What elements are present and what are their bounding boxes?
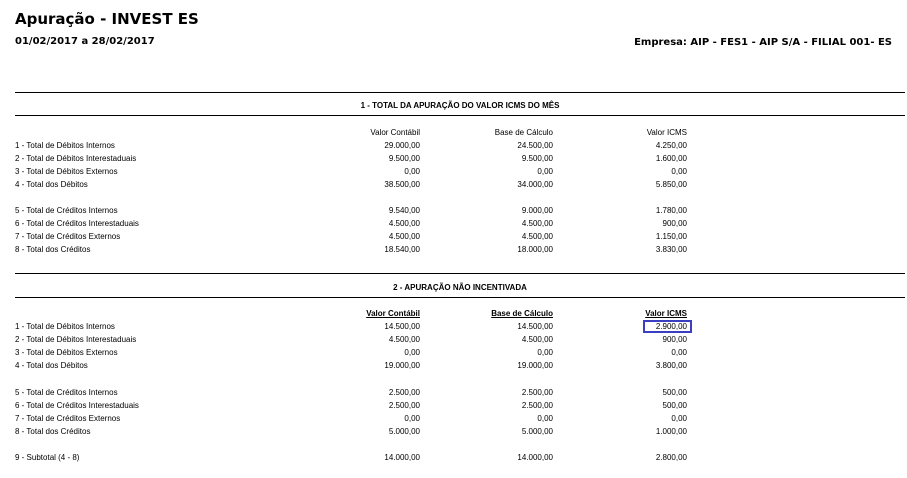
- valor-contabil-cell: 5.000,00: [388, 427, 420, 436]
- section-1-row: [0, 245, 907, 257]
- row-label: 2 - Total de Débitos Interestaduais: [15, 335, 137, 344]
- section-2-header-valor-icms: Valor ICMS: [645, 309, 687, 318]
- section-2-title: 2 - APURAÇÃO NÃO INCENTIVADA: [393, 283, 527, 292]
- base-calculo-cell: 24.500,00: [517, 141, 553, 150]
- base-calculo-cell: 2.500,00: [521, 388, 553, 397]
- section-2-bottom-rule: [15, 297, 905, 298]
- valor-icms-cell: 2.800,00: [655, 453, 687, 462]
- section-2-row-subtotal: [0, 453, 907, 465]
- valor-contabil-cell: 0,00: [404, 348, 420, 357]
- valor-icms-cell: 1.150,00: [655, 232, 687, 241]
- section-1-row: [0, 206, 907, 218]
- valor-icms-cell: 3.830,00: [655, 245, 687, 254]
- valor-icms-cell: 1.600,00: [655, 154, 687, 163]
- valor-icms-cell: 5.850,00: [655, 180, 687, 189]
- base-calculo-cell: 0,00: [537, 414, 553, 423]
- section-1-title: 1 - TOTAL DA APURAÇÃO DO VALOR ICMS DO MÊS: [360, 101, 560, 110]
- base-calculo-cell: 9.000,00: [521, 206, 553, 215]
- valor-contabil-cell: 4.500,00: [388, 232, 420, 241]
- row-label: 4 - Total dos Débitos: [15, 361, 88, 370]
- section-1-top-rule: [15, 92, 905, 93]
- section-2-row: [0, 401, 907, 413]
- valor-icms-cell: 900,00: [662, 335, 687, 344]
- base-calculo-cell: 14.500,00: [517, 322, 553, 331]
- valor-icms-cell: 500,00: [662, 401, 687, 410]
- valor-contabil-cell: 18.540,00: [384, 245, 420, 254]
- base-calculo-cell: 18.000,00: [517, 245, 553, 254]
- valor-contabil-cell: 9.540,00: [388, 206, 420, 215]
- highlight-box: [643, 320, 692, 333]
- base-calculo-cell: 34.000,00: [517, 180, 553, 189]
- section-2-top-rule: [15, 273, 905, 274]
- valor-contabil-cell: 2.500,00: [388, 401, 420, 410]
- section-2-row: [0, 335, 907, 347]
- base-calculo-cell: 9.500,00: [521, 154, 553, 163]
- valor-contabil-cell: 14.000,00: [384, 453, 420, 462]
- valor-contabil-cell: 4.500,00: [388, 335, 420, 344]
- section-1-header-valor-contabil: Valor Contábil: [370, 128, 420, 137]
- section-2-row: [0, 388, 907, 400]
- valor-icms-cell: 0,00: [671, 414, 687, 423]
- valor-icms-cell: 0,00: [671, 348, 687, 357]
- base-calculo-cell: 2.500,00: [521, 401, 553, 410]
- valor-contabil-cell: 29.000,00: [384, 141, 420, 150]
- valor-icms-cell: 500,00: [662, 388, 687, 397]
- base-calculo-cell: 4.500,00: [521, 335, 553, 344]
- valor-contabil-cell: 9.500,00: [388, 154, 420, 163]
- section-1-row: [0, 180, 907, 192]
- valor-contabil-cell: 2.500,00: [388, 388, 420, 397]
- valor-contabil-cell: 4.500,00: [388, 219, 420, 228]
- row-label: 3 - Total de Débitos Externos: [15, 348, 118, 357]
- valor-icms-cell: 4.250,00: [655, 141, 687, 150]
- valor-contabil-cell: 19.000,00: [384, 361, 420, 370]
- row-label: 8 - Total dos Créditos: [15, 427, 91, 436]
- company-info: Empresa: AIP - FES1 - AIP S/A - FILIAL 001- ES: [634, 37, 892, 48]
- section-2-row: [0, 427, 907, 439]
- base-calculo-cell: 14.000,00: [517, 453, 553, 462]
- valor-icms-cell: 0,00: [671, 167, 687, 176]
- row-label: 8 - Total dos Créditos: [15, 245, 91, 254]
- section-1-bottom-rule: [15, 115, 905, 116]
- valor-contabil-cell: 38.500,00: [384, 180, 420, 189]
- row-label: 1 - Total de Débitos Internos: [15, 141, 115, 150]
- section-1-header-base-calculo: Base de Cálculo: [494, 128, 553, 137]
- row-label: 6 - Total de Créditos Interestaduais: [15, 219, 139, 228]
- section-1-row: [0, 219, 907, 231]
- valor-icms-cell: 3.800,00: [655, 361, 687, 370]
- report-period: 01/02/2017 a 28/02/2017: [15, 36, 155, 47]
- base-calculo-cell: 0,00: [537, 167, 553, 176]
- section-2-row: [0, 414, 907, 426]
- row-label: 9 - Subtotal (4 - 8): [15, 453, 80, 462]
- section-1-row: [0, 167, 907, 179]
- valor-icms-cell-highlighted: 2.900,00: [655, 322, 687, 331]
- row-label: 7 - Total de Créditos Externos: [15, 232, 121, 241]
- row-label: 3 - Total de Débitos Externos: [15, 167, 118, 176]
- section-2-header-valor-contabil: Valor Contábil: [366, 309, 420, 318]
- section-1-row: [0, 154, 907, 166]
- row-label: 5 - Total de Créditos Internos: [15, 206, 118, 215]
- base-calculo-cell: 0,00: [537, 348, 553, 357]
- section-2-row: [0, 348, 907, 360]
- section-1-row: [0, 141, 907, 153]
- row-label: 5 - Total de Créditos Internos: [15, 388, 118, 397]
- base-calculo-cell: 4.500,00: [521, 219, 553, 228]
- row-label: 7 - Total de Créditos Externos: [15, 414, 121, 423]
- section-2-row: [0, 361, 907, 373]
- valor-contabil-cell: 14.500,00: [384, 322, 420, 331]
- section-1-row: [0, 232, 907, 244]
- section-2-header-base-calculo: Base de Cálculo: [491, 309, 553, 318]
- valor-contabil-cell: 0,00: [404, 167, 420, 176]
- base-calculo-cell: 19.000,00: [517, 361, 553, 370]
- row-label: 1 - Total de Débitos Internos: [15, 322, 115, 331]
- base-calculo-cell: 4.500,00: [521, 232, 553, 241]
- row-label: 6 - Total de Créditos Interestaduais: [15, 401, 139, 410]
- section-1-header-valor-icms: Valor ICMS: [646, 128, 687, 137]
- section-2-row: [0, 322, 907, 334]
- report-title: Apuração - INVEST ES: [15, 10, 199, 28]
- base-calculo-cell: 5.000,00: [521, 427, 553, 436]
- valor-icms-cell: 1.000,00: [655, 427, 687, 436]
- row-label: 2 - Total de Débitos Interestaduais: [15, 154, 137, 163]
- valor-icms-cell: 1.780,00: [655, 206, 687, 215]
- valor-icms-cell: 900,00: [662, 219, 687, 228]
- row-label: 4 - Total dos Débitos: [15, 180, 88, 189]
- valor-contabil-cell: 0,00: [404, 414, 420, 423]
